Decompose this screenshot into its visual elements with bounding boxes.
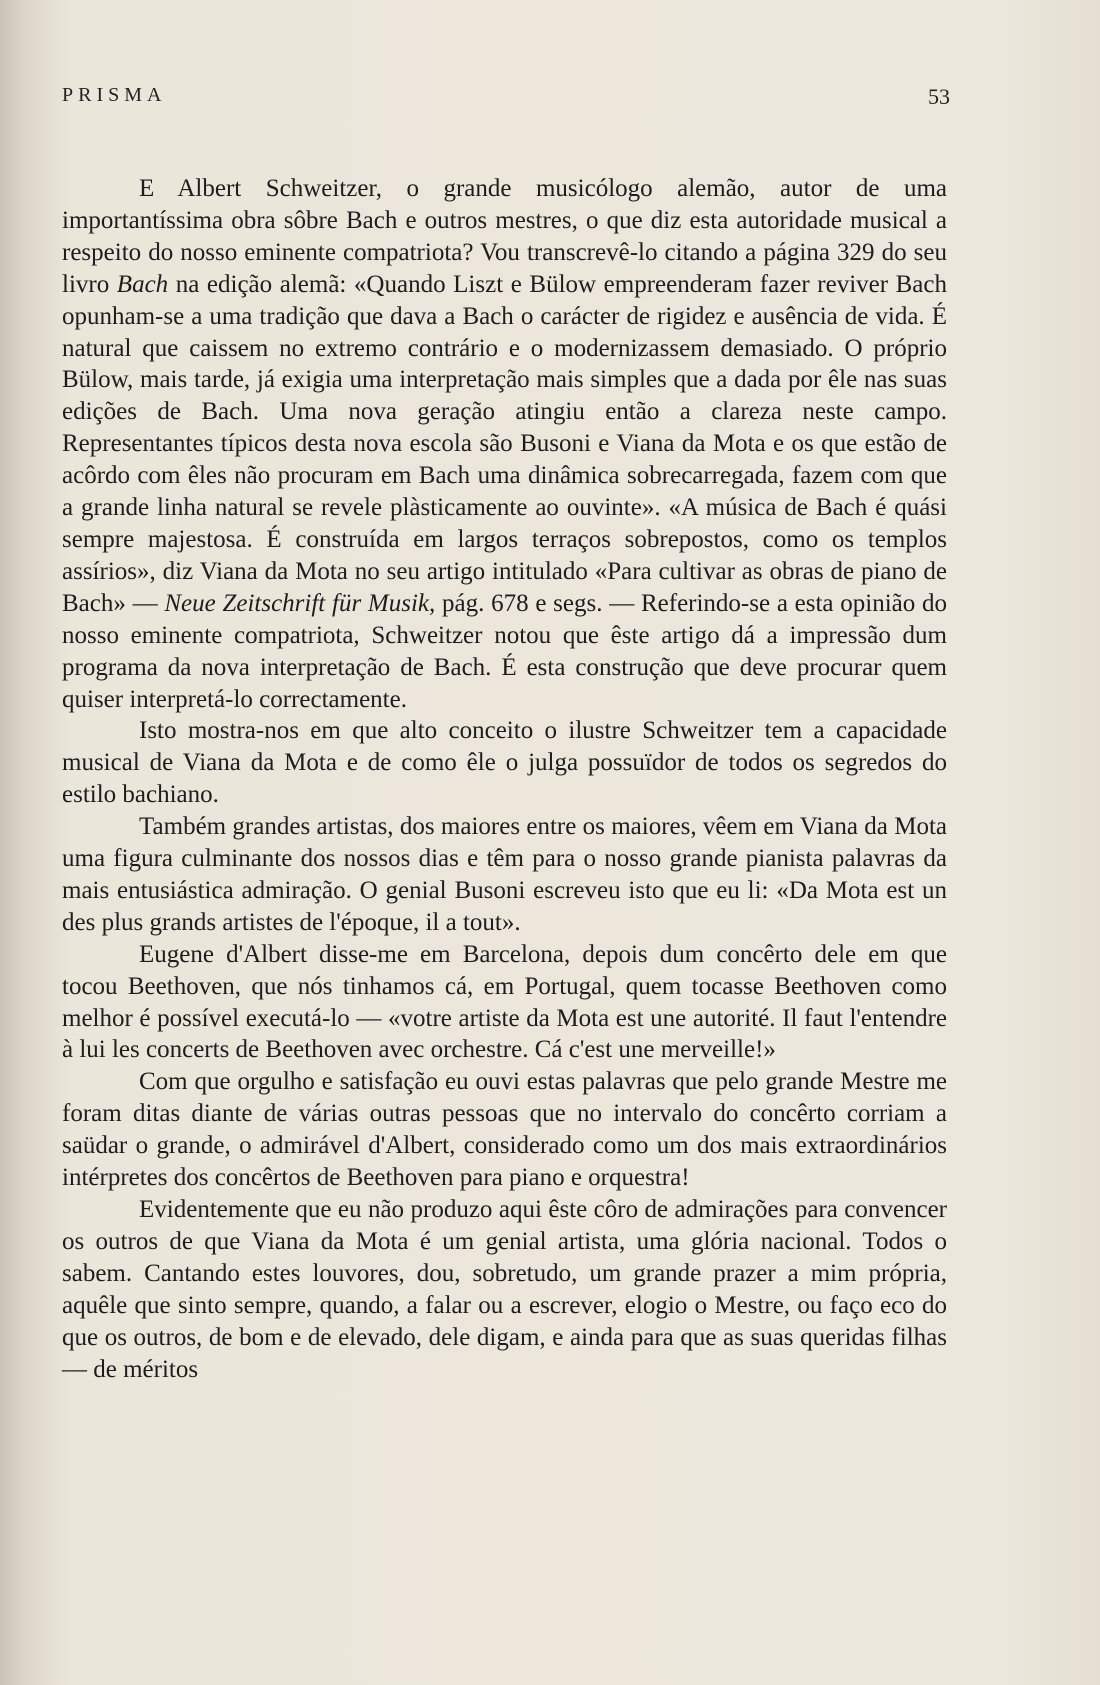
page-header (62, 84, 950, 114)
paragraph (62, 715, 947, 811)
running-title: PRISMA (62, 84, 167, 106)
article-body (62, 173, 947, 1385)
paragraph (62, 1194, 947, 1385)
paragraph (62, 173, 947, 715)
text-run: Também grandes artistas, dos maiores entre os maiores, vêem em Viana da Mota uma figura culminante dos nossos dias e têm para o nosso grande pianista palavras da mais entusiástica admiração. O genial Busoni escreveu isto que eu li: «Da Mota est un des plus grands artistes de l'époque, il a tout». (62, 813, 947, 936)
paragraph (62, 811, 947, 939)
text-run: pág. 678 e segs. — Referindo-se a esta opinião do nosso eminente compatriota, Schweitzer notou que êste artigo dá a impressão dum programa da nova interpretação de Bach. É esta construção que deve procurar quem quiser interpretá-lo correctamente. (62, 589, 948, 713)
paragraph (62, 1066, 947, 1194)
text-run: Evidentemente que eu não produzo aqui êste côro de admirações para convencer os outros de que Viana da Mota é um genial artista, uma glória nacional. Todos o sabem. Cantando estes louvores, dou, sobretudo, um grande prazer a mim própria, aquêle que sinto sempre, quando, a falar ou a escrever, elogio o Mestre, ou faço eco do que os outros, de bom e de elevado, dele digam, e ainda para que as suas queridas filhas — de méritos (62, 1196, 947, 1383)
book-title: Bach (116, 270, 169, 298)
text-run: E Albert Schweitzer, o grande musicólogo alemão, autor de uma importantíssima obra sôbre Bach e outros mestres, o que diz esta autoridade musical a respeito do nosso eminente compatriota? Vou transcrevê-lo citando a página 329 do seu livro (62, 175, 947, 298)
journal-title: Neue Zeitschrift für Musik, (164, 589, 436, 617)
page-number: 53 (928, 84, 950, 109)
paragraph (62, 939, 947, 1067)
text-run: Eugene d'Albert disse-me em Barcelona, depois dum concêrto dele em que tocou Beethoven, que nós tinhamos cá, em Portugal, quem tocasse Beethoven como melhor é possível executá-lo — «votre artiste da Mota est une autorité. Il faut l'entendre à lui les concerts de Beethoven avec orchestre. Cá c'est une merveille!» (62, 940, 947, 1064)
text-run: Com que orgulho e satisfação eu ouvi estas palavras que pelo grande Mestre me foram ditas diante de várias outras pessoas que no intervalo do concêrto corriam a saüdar o grande, o admirável d'Albert, considerado como um dos mais extraordinários intérpretes dos concêrtos de Beethoven para piano e orquestra! (62, 1068, 947, 1192)
text-run: Isto mostra-nos em que alto conceito o ilustre Schweitzer tem a capacidade musical de Viana da Mota e de como êle o julga possuïdor de todos os segredos do estilo bachiano. (62, 717, 947, 809)
text-run: na edição alemã: «Quando Liszt e Bülow empreenderam fazer reviver Bach opunham-se a uma tradição que dava a Bach o carácter de rigidez e ausência de vida. É natural que caissem no extremo contrário e o modernizassem demasiado. O próprio Bülow, mais tarde, já exigia uma interpretação mais simples que a dada por êle nas suas edições de Bach. Uma nova geração atingiu então a clareza neste campo. Representantes típicos desta nova escola são Busoni e Viana da Mota e os que estão de acôrdo com êles não procuram em Bach uma dinâmica sobrecarregada, fazem com que a grande linha natural se revele plàsticamente ao ouvinte». «A música de Bach é quási sempre majestosa. É construída em largos terraços sobrepostos, como os templos assírios», diz Viana da Mota no seu artigo intitulado «Para cultivar as obras de piano de Bach» — (62, 270, 948, 617)
